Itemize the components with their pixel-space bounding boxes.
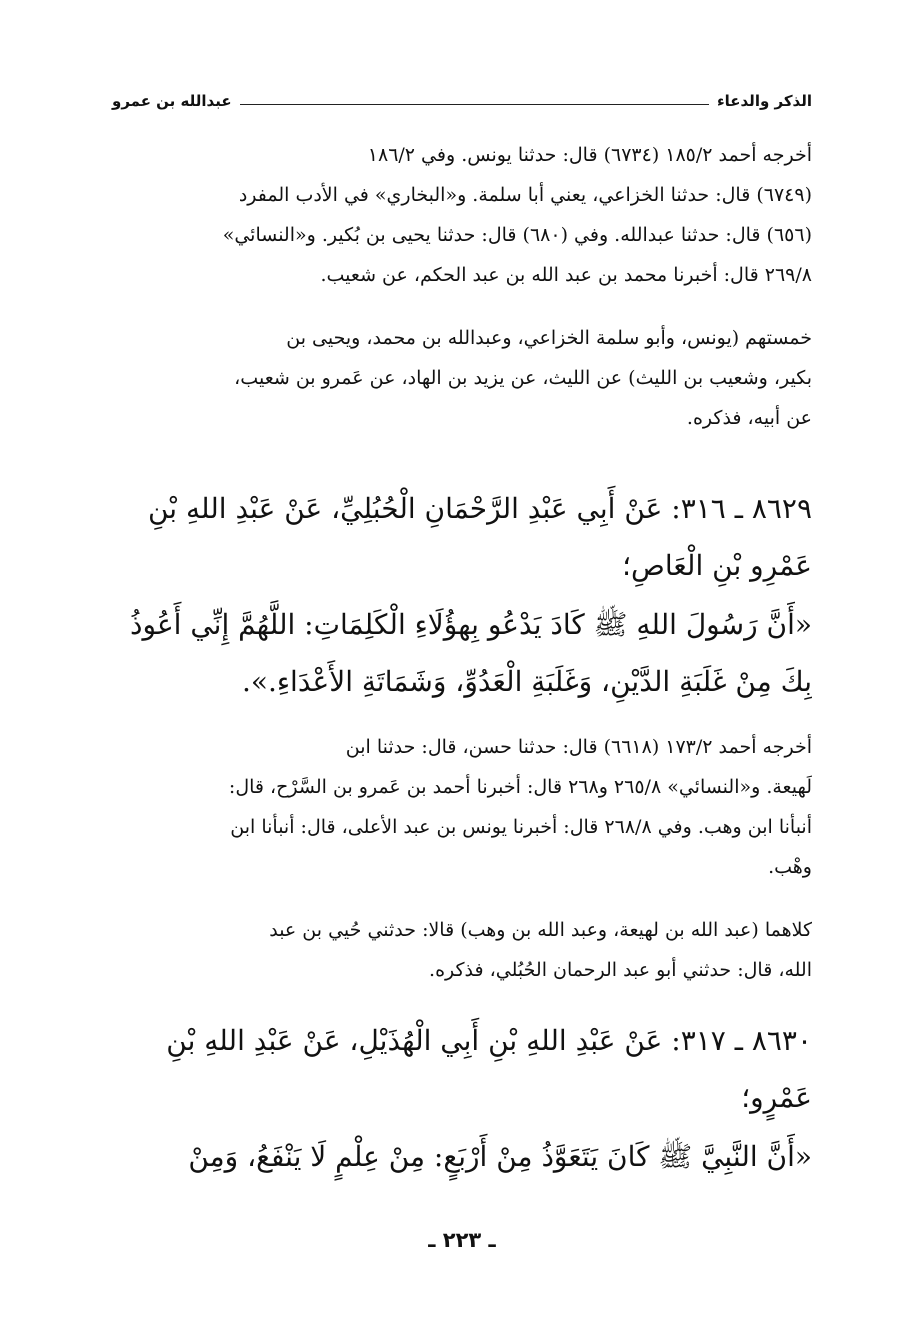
text-line: أخرجه أحمد ١٨٥/٢ (٦٧٣٤) قال: حدثنا يونس. وفي ١٨٦/٢ bbox=[367, 144, 812, 166]
text-line: بِكَ مِنْ غَلَبَةِ الدَّيْنِ، وَغَلَبَةِ الْعَدُوِّ، وَشَمَاتَةِ الأَعْدَاءِ.». bbox=[241, 665, 812, 698]
header-rule bbox=[240, 104, 709, 105]
text-line: أنبأنا ابن وهب. وفي ٢٦٨/٨ قال: أخبرنا يونس بن عبد الأعلى، قال: أنبأنا ابن bbox=[230, 816, 812, 838]
text-line: الله، قال: حدثني أبو عبد الرحمان الحُبُلي، فذكره. bbox=[429, 959, 812, 981]
source-paragraph bbox=[112, 727, 812, 887]
chain-paragraph bbox=[112, 318, 812, 438]
text-line: (٦٥٦) قال: حدثنا عبدالله. وفي (٦٨٠) قال: حدثنا يحيى بن بُكير. و«النسائي» bbox=[222, 224, 812, 246]
hadith-heading bbox=[112, 1012, 812, 1126]
text-line: ٨٦٢٩ ـ ٣١٦: عَنْ أَبِي عَبْدِ الرَّحْمَانِ الْحُبُلِيِّ، عَنْ عَبْدِ اللهِ بْنِ bbox=[147, 492, 812, 525]
text-line: عن أبيه، فذكره. bbox=[686, 407, 812, 429]
hadith-heading bbox=[112, 480, 812, 594]
page-number: ـ ٢٢٣ ـ bbox=[428, 1228, 496, 1252]
text-line: ٢٦٩/٨ قال: أخبرنا محمد بن عبد الله بن عبد الحكم، عن شعيب. bbox=[320, 264, 812, 286]
source-paragraph bbox=[112, 135, 812, 295]
header-chapter-title: الذكر والدعاء bbox=[716, 92, 812, 110]
text-line: ٨٦٣٠ ـ ٣١٧: عَنْ عَبْدِ اللهِ بْنِ أَبِي الْهُذَيْلِ، عَنْ عَبْدِ اللهِ بْنِ bbox=[166, 1024, 812, 1057]
text-line: وهْب. bbox=[768, 856, 812, 878]
running-header bbox=[112, 90, 812, 112]
hadith-text bbox=[112, 596, 812, 710]
chain-paragraph bbox=[112, 910, 812, 990]
text-line: عَمْرٍو؛ bbox=[741, 1081, 812, 1114]
text-line: خمستهم (يونس، وأبو سلمة الخزاعي، وعبدالله بن محمد، ويحيى بن bbox=[286, 327, 812, 349]
hadith-text bbox=[112, 1128, 812, 1185]
text-line: لَهيعة. و«النسائي» ٢٦٥/٨ و٢٦٨ قال: أخبرنا أحمد بن عَمرو بن السَّرْح، قال: bbox=[228, 776, 812, 798]
text-line: بكير، وشعيب بن الليث) عن الليث، عن يزيد بن الهاد، عن عَمرو بن شعيب، bbox=[234, 367, 812, 389]
text-line: (٦٧٤٩) قال: حدثنا الخزاعي، يعني أبا سلمة. و«البخاري» في الأدب المفرد bbox=[238, 184, 812, 206]
text-line: عَمْرِو بْنِ الْعَاصِ؛ bbox=[622, 549, 812, 582]
text-line: «أَنَّ النَّبِيَّ ﷺ كَانَ يَتَعَوَّذُ مِنْ أَرْبَعٍ: مِنْ عِلْمٍ لَا يَنْفَعُ، وَمِنْ bbox=[188, 1140, 812, 1173]
text-line: «أَنَّ رَسُولَ اللهِ ﷺ كَادَ يَدْعُو بِهؤُلَاءِ الْكَلِمَاتِ: اللَّهُمَّ إِنِّي أَعُوذُ bbox=[130, 608, 812, 641]
text-line: كلاهما (عبد الله بن لهيعة، وعبد الله بن وهب) قالا: حدثني حُيي بن عبد bbox=[269, 919, 812, 941]
header-section-title: عبدالله بن عمرو bbox=[112, 92, 232, 110]
text-line: أخرجه أحمد ١٧٣/٢ (٦٦١٨) قال: حدثنا حسن، قال: حدثنا ابن bbox=[345, 736, 812, 758]
